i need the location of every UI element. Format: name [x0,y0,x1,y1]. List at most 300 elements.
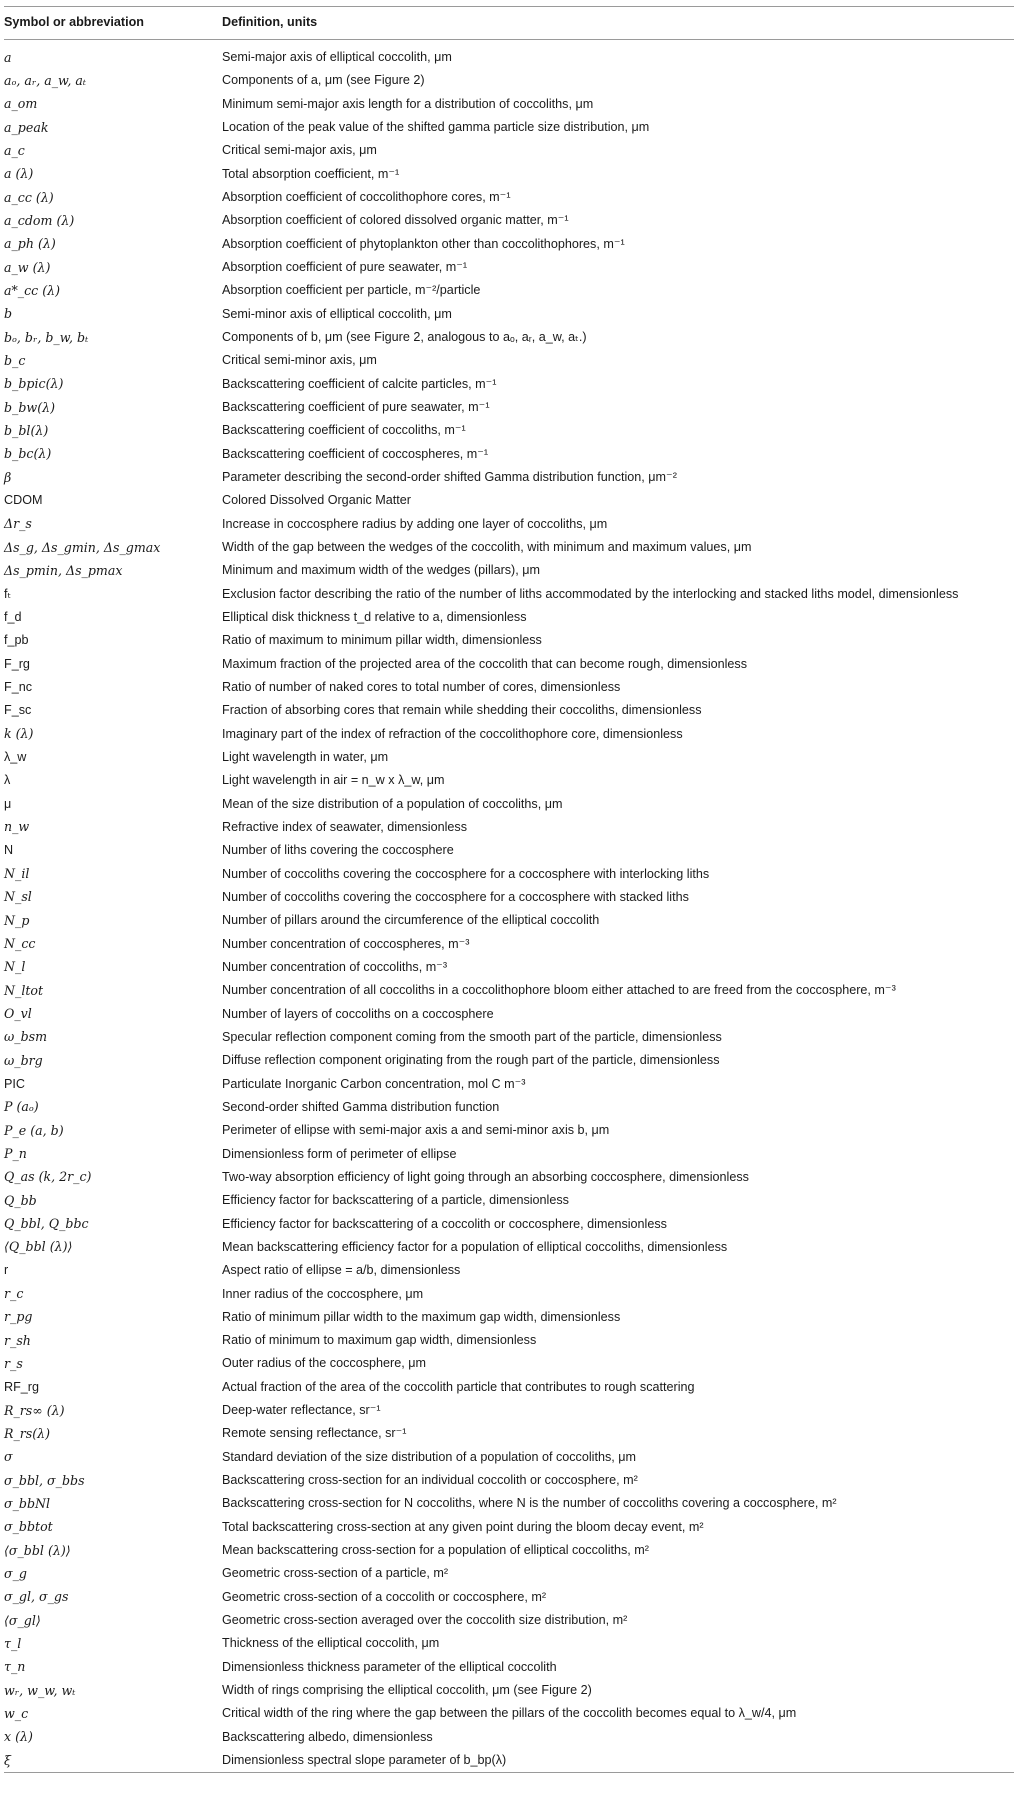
symbol-text: a_w (λ) [4,259,51,275]
symbol-text: a_ph (λ) [4,236,56,252]
symbol-text: τ_l [4,1635,22,1651]
symbol-text: P_e (a, b) [4,1122,64,1138]
table-row [4,1492,1014,1515]
table-row [4,1329,1014,1352]
definition-cell: Number of pillars around the circumference of the elliptical coccolith [222,913,600,928]
symbol-cell [4,1749,222,1773]
symbol-cell [4,1166,222,1189]
symbol-cell [4,303,222,326]
definition-cell: Number of coccoliths covering the coccosphere for a coccosphere with stacked liths [222,889,689,904]
symbol-cell [4,1656,222,1679]
table-row [4,909,1014,932]
symbol-cell [4,1679,222,1702]
symbol-cell [4,1142,222,1165]
symbol-cell [4,1492,222,1515]
symbol-cell [4,1352,222,1375]
definition-cell: Elliptical disk thickness t_d relative to a, dimensionless [222,609,527,624]
symbol-text: f_d [4,609,22,624]
definition-cell: Total absorption coefficient, m⁻¹ [222,166,400,181]
definition-cell: Backscattering coefficient of coccospheres, m⁻¹ [222,446,489,461]
symbol-cell [4,1049,222,1072]
symbol-text: F_nc [4,679,32,694]
definition-cell: Width of the gap between the wedges of the coccolith, with minimum and maximum values, μm [222,540,752,554]
definition-cell: Remote sensing reflectance, sr⁻¹ [222,1426,407,1441]
symbol-cell [4,1609,222,1632]
symbol-cell [4,839,222,862]
symbol-text: b_bpic(λ) [4,376,64,392]
definition-cell: Increase in coccosphere radius by adding one layer of coccoliths, μm [222,516,608,531]
table-row [4,40,1014,70]
definition-cell: Components of a, μm (see Figure 2) [222,73,425,88]
table-row [4,349,1014,372]
definition-cell: Backscattering albedo, dimensionless [222,1729,433,1744]
symbol-text: N_ltot [4,982,44,998]
symbol-cell [4,793,222,816]
table-row [4,932,1014,955]
symbol-text: r_s [4,1355,23,1371]
symbol-cell [4,139,222,162]
table-row [4,186,1014,209]
symbol-text: N_l [4,959,26,975]
symbol-text: β [4,469,12,485]
symbol-cell [4,186,222,209]
definition-cell: Mean of the size distribution of a population of coccoliths, μm [222,796,563,811]
table-row [4,979,1014,1002]
definition-cell: Aspect ratio of ellipse = a/b, dimensionless [222,1263,461,1278]
symbol-cell [4,1189,222,1212]
symbol-text: μ [4,796,12,811]
definition-cell: Diffuse reflection component originating from the rough part of the particle, dimensionless [222,1053,720,1068]
table-row [4,1516,1014,1539]
table-row [4,1119,1014,1142]
table-row [4,676,1014,699]
definition-cell: Number concentration of coccoliths, m⁻³ [222,959,448,974]
definition-cell: Backscattering coefficient of calcite particles, m⁻¹ [222,376,497,391]
definition-cell: Dimensionless spectral slope parameter of b_bp(λ) [222,1749,1014,1773]
table-row [4,1166,1014,1189]
symbol-text: Δr_s [4,516,32,532]
symbol-text: σ_g [4,1565,27,1581]
symbol-text: σ_bbl, σ_bbs [4,1472,85,1488]
symbol-cell [4,1329,222,1352]
header-symbol: Symbol or abbreviation [4,7,222,40]
table-row [4,396,1014,419]
table-row [4,886,1014,909]
table-row [4,1259,1014,1282]
symbol-text: σ_bbNl [4,1495,51,1511]
definition-cell: Minimum and maximum width of the wedges (pillars), μm [222,563,540,578]
definition-cell: Mean backscattering efficiency factor for a population of elliptical coccoliths, dimensionless [222,1239,728,1254]
definition-cell: Critical semi-major axis, μm [222,143,377,158]
symbol-text: Q_bb [4,1192,37,1208]
definition-cell: Critical semi-minor axis, μm [222,353,377,368]
table-row [4,233,1014,256]
symbol-cell [4,1422,222,1445]
table-row [4,1446,1014,1469]
definition-cell: Components of b, μm (see Figure 2, analogous to aₒ, aᵣ, a_w, aₜ.) [222,330,587,345]
table-row [4,536,1014,559]
symbol-text: a_peak [4,119,49,135]
definition-cell: Standard deviation of the size distribution of a population of coccoliths, μm [222,1449,636,1464]
symbol-text: R_rs∞ (λ) [4,1402,65,1418]
symbol-text: Q_bbl, Q_bbc [4,1216,89,1232]
symbol-text: Q_as (k, 2r_c) [4,1169,92,1185]
table-header-row [4,7,1014,40]
definition-cell: Number concentration of all coccoliths in a coccolithophore bloom either attached to are freed from the coccosphere, m⁻³ [222,983,896,998]
symbol-cell [4,606,222,629]
table-row [4,69,1014,92]
symbol-text: a*_cc (λ) [4,282,61,298]
symbol-text: RF_rg [4,1379,39,1394]
symbol-text: N [4,843,14,858]
table-row [4,1469,1014,1492]
definition-cell: Dimensionless thickness parameter of the elliptical coccolith [222,1659,557,1674]
symbol-cell [4,1026,222,1049]
definition-cell: Maximum fraction of the projected area of the coccolith that can become rough, dimensionless [222,656,748,671]
definition-cell: Specular reflection component coming from the smooth part of the particle, dimensionless [222,1029,722,1044]
symbol-text: bₒ, bᵣ, b_w, bₜ [4,329,89,345]
symbol-cell [4,653,222,676]
definition-cell: Exclusion factor describing the ratio of the number of liths accommodated by the interlocking and stacked liths model, dimensionless [222,586,959,601]
table-row [4,1306,1014,1329]
table-row [4,1049,1014,1072]
definition-cell: Backscattering cross-section for N coccoliths, where N is the number of coccoliths covering a coccosphere, m² [222,1496,837,1511]
symbol-text: r_sh [4,1332,31,1348]
definition-cell: Geometric cross-section of a coccolith or coccosphere, m² [222,1589,547,1604]
symbol-cell [4,886,222,909]
definition-cell: Mean backscattering cross-section for a population of elliptical coccoliths, m² [222,1543,649,1558]
symbol-text: k (λ) [4,726,34,742]
symbol-cell [4,932,222,955]
table-row [4,1422,1014,1445]
symbol-text: P_n [4,1146,27,1162]
symbol-text: f_pb [4,633,29,648]
symbol-text: σ_bbtot [4,1519,53,1535]
table-row [4,583,1014,606]
symbol-text: F_rg [4,656,30,671]
table-row [4,489,1014,512]
definition-cell: Efficiency factor for backscattering of a particle, dimensionless [222,1193,569,1208]
symbol-cell [4,1259,222,1282]
symbol-cell [4,1376,222,1399]
table-row [4,1072,1014,1095]
table-row [4,1749,1014,1773]
definition-cell: Geometric cross-section of a particle, m² [222,1566,449,1581]
header-definition: Definition, units [222,7,1014,40]
symbol-cell [4,1282,222,1305]
symbol-cell [4,1306,222,1329]
table-row [4,443,1014,466]
definition-cell: Backscattering cross-section for an individual coccolith or coccosphere, m² [222,1473,638,1488]
symbol-cell [4,1212,222,1235]
symbol-cell [4,699,222,722]
symbol-text: b [4,306,13,322]
table-row [4,1026,1014,1049]
definition-cell: Light wavelength in air = n_w x λ_w, μm [222,773,445,788]
symbol-cell [4,1726,222,1749]
table-row [4,793,1014,816]
symbol-text: P (aₒ) [4,1099,39,1115]
symbol-text: b_bl(λ) [4,422,49,438]
table-row [4,816,1014,839]
symbol-cell [4,956,222,979]
symbol-cell [4,466,222,489]
symbol-cell [4,723,222,746]
table-row [4,1399,1014,1422]
definition-cell: Inner radius of the coccosphere, μm [222,1286,424,1301]
definition-cell: Number of coccoliths covering the coccosphere for a coccosphere with interlocking liths [222,866,710,881]
symbol-text: R_rs(λ) [4,1425,51,1441]
definition-cell: Colored Dissolved Organic Matter [222,493,411,508]
table-row [4,769,1014,792]
symbol-text: ω_brg [4,1052,43,1068]
definition-cell: Geometric cross-section averaged over the coccolith size distribution, m² [222,1613,628,1628]
table-row [4,1702,1014,1725]
definition-cell: Thickness of the elliptical coccolith, μm [222,1636,440,1651]
table-row [4,559,1014,582]
symbol-text: b_c [4,352,26,368]
symbol-text: b_bw(λ) [4,399,56,415]
symbol-cell [4,1002,222,1025]
symbol-cell [4,513,222,536]
definition-cell: Semi-minor axis of elliptical coccolith, μm [222,306,452,321]
symbol-text: r_pg [4,1309,33,1325]
table-row [4,1679,1014,1702]
symbol-text: Δs_g, Δs_gmin, Δs_gmax [4,539,161,555]
symbol-text: b_bc(λ) [4,446,52,462]
table-row [4,699,1014,722]
definition-cell: Ratio of number of naked cores to total number of cores, dimensionless [222,679,621,694]
table-body [4,40,1014,1773]
table-row [4,1562,1014,1585]
definition-cell: Outer radius of the coccosphere, μm [222,1356,426,1371]
definition-cell: Refractive index of seawater, dimensionless [222,819,467,834]
table-row [4,1282,1014,1305]
symbol-cell [4,816,222,839]
symbol-text: N_sl [4,889,32,905]
symbol-text: λ_w [4,749,27,764]
symbol-text: ξ [4,1752,11,1768]
symbol-cell [4,1539,222,1562]
definition-cell: Location of the peak value of the shifted gamma particle size distribution, μm [222,120,650,135]
symbol-text: r [4,1263,9,1278]
definition-cell: Efficiency factor for backscattering of a coccolith or coccosphere, dimensionless [222,1216,667,1231]
symbol-text: O_vl [4,1006,32,1022]
definition-cell: Ratio of minimum pillar width to the maximum gap width, dimensionless [222,1309,621,1324]
symbol-cell [4,489,222,512]
table-row [4,839,1014,862]
symbol-cell [4,256,222,279]
table-row [4,209,1014,232]
symbol-cell [4,1516,222,1539]
table-row [4,513,1014,536]
definition-cell: Absorption coefficient of phytoplankton other than coccolithophores, m⁻¹ [222,236,625,251]
table-row [4,723,1014,746]
symbol-text: CDOM [4,493,43,508]
symbol-text: x (λ) [4,1729,33,1745]
symbol-cell [4,1632,222,1655]
definition-cell: Total backscattering cross-section at any given point during the bloom decay event, m² [222,1519,704,1534]
symbol-text: n_w [4,819,30,835]
symbol-text: wᵣ, w_w, wₜ [4,1682,76,1698]
symbol-cell [4,583,222,606]
symbol-text: σ_gl, σ_gs [4,1589,69,1605]
definition-cell: Perimeter of ellipse with semi-major axis a and semi-minor axis b, μm [222,1123,610,1138]
table-row [4,653,1014,676]
definition-cell: Dimensionless form of perimeter of ellipse [222,1146,457,1161]
symbol-text: w_c [4,1705,29,1721]
symbol-text: ⟨Q_bbl (λ)⟩ [4,1239,73,1255]
symbol-cell [4,909,222,932]
definition-cell: Absorption coefficient of coccolithophore cores, m⁻¹ [222,190,511,205]
table-row [4,862,1014,885]
table-row [4,606,1014,629]
symbol-text: σ [4,1449,13,1465]
symbol-cell [4,746,222,769]
table-row [4,1609,1014,1632]
symbol-text: a_cc (λ) [4,189,54,205]
table-row [4,1002,1014,1025]
symbol-text: a_c [4,142,25,158]
definition-cell: Fraction of absorbing cores that remain while shedding their coccoliths, dimensionless [222,703,702,718]
table-row [4,1586,1014,1609]
definition-cell: Critical width of the ring where the gap between the pillars of the coccolith becomes equal to λ_w/4, μm [222,1706,797,1721]
definition-cell: Width of rings comprising the elliptical coccolith, μm (see Figure 2) [222,1683,592,1698]
symbol-cell [4,676,222,699]
symbol-text: ⟨σ_gl⟩ [4,1612,41,1628]
symbol-text: a (λ) [4,166,34,182]
symbol-cell [4,69,222,92]
table-row [4,1726,1014,1749]
table-row [4,326,1014,349]
symbol-cell [4,1072,222,1095]
definition-cell: Backscattering coefficient of pure seawater, m⁻¹ [222,400,490,415]
definition-cell: Number concentration of coccospheres, m⁻³ [222,936,470,951]
symbol-text: τ_n [4,1659,26,1675]
table-row [4,256,1014,279]
symbol-cell [4,373,222,396]
symbol-cell [4,1469,222,1492]
symbol-text: ω_bsm [4,1029,48,1045]
symbol-cell [4,349,222,372]
symbol-cell [4,1096,222,1119]
definition-cell: Actual fraction of the area of the coccolith particle that contributes to rough scattering [222,1379,695,1394]
symbol-cell [4,629,222,652]
definition-cell: Ratio of minimum to maximum gap width, dimensionless [222,1333,537,1348]
table-row [4,1142,1014,1165]
symbol-cell [4,1702,222,1725]
table-row [4,163,1014,186]
symbol-cell [4,1236,222,1259]
symbol-cell [4,396,222,419]
symbol-cell [4,209,222,232]
symbol-cell [4,326,222,349]
table-row [4,303,1014,326]
definition-cell: Absorption coefficient of pure seawater, m⁻¹ [222,260,468,275]
symbol-text: ⟨σ_bbl (λ)⟩ [4,1542,71,1558]
definition-cell: Number of layers of coccoliths on a coccosphere [222,1006,494,1021]
symbol-cell [4,1119,222,1142]
table-row [4,116,1014,139]
symbol-cell [4,419,222,442]
symbol-text: a_cdom (λ) [4,212,75,228]
definition-cell: Imaginary part of the index of refraction of the coccolithophore core, dimensionless [222,726,683,741]
definition-cell: Deep-water reflectance, sr⁻¹ [222,1403,381,1418]
symbol-text: r_c [4,1286,24,1301]
symbol-cell [4,559,222,582]
symbol-cell [4,1446,222,1469]
symbol-cell [4,1562,222,1585]
symbols-table [4,6,1014,1773]
table-row [4,1212,1014,1235]
table-row [4,1189,1014,1212]
table-row [4,1656,1014,1679]
table-row [4,956,1014,979]
table-row [4,1376,1014,1399]
table-row [4,1352,1014,1375]
definition-cell: Light wavelength in water, μm [222,749,389,764]
definition-cell: Minimum semi-major axis length for a distribution of coccoliths, μm [222,96,594,111]
symbol-text: aₒ, aᵣ, a_w, aₜ [4,72,86,88]
definition-cell: Particulate Inorganic Carbon concentration, mol C m⁻³ [222,1076,526,1091]
symbol-cell [4,163,222,186]
table-row [4,373,1014,396]
symbol-text: N_cc [4,936,36,952]
table-row [4,1096,1014,1119]
table-row [4,1236,1014,1259]
symbol-text: F_sc [4,703,32,718]
symbol-cell [4,279,222,302]
definition-cell: Semi-major axis of elliptical coccolith, μm [222,50,452,65]
table-row [4,1539,1014,1562]
symbol-cell [4,769,222,792]
table-row [4,93,1014,116]
symbol-cell [4,233,222,256]
table-row [4,279,1014,302]
symbol-text: N_p [4,912,30,928]
definition-cell: Ratio of maximum to minimum pillar width, dimensionless [222,633,542,648]
symbol-text: λ [4,773,11,788]
definition-cell: Number of liths covering the coccosphere [222,843,454,858]
definition-cell: Second-order shifted Gamma distribution function [222,1099,500,1114]
symbol-cell [4,116,222,139]
symbol-cell [4,443,222,466]
table-row [4,629,1014,652]
symbol-text: a_om [4,96,38,112]
symbol-cell [4,1399,222,1422]
definition-cell: Backscattering coefficient of coccoliths, m⁻¹ [222,423,466,438]
symbol-cell [4,536,222,559]
symbol-cell [4,93,222,116]
symbol-text: PIC [4,1076,25,1091]
table-row [4,419,1014,442]
symbol-text: fₜ [4,586,12,601]
definition-cell: Absorption coefficient of colored dissolved organic matter, m⁻¹ [222,213,569,228]
symbol-cell [4,1586,222,1609]
table-row [4,466,1014,489]
symbol-text: N_il [4,866,30,882]
symbol-text: a [4,49,12,65]
table-row [4,746,1014,769]
table-row [4,1632,1014,1655]
definition-cell: Absorption coefficient per particle, m⁻²/particle [222,283,481,298]
definition-cell: Parameter describing the second-order shifted Gamma distribution function, μm⁻² [222,470,677,485]
symbol-cell [4,979,222,1002]
symbol-cell [4,40,222,70]
symbol-cell [4,862,222,885]
symbol-text: Δs_pmin, Δs_pmax [4,562,123,578]
definition-cell: Two-way absorption efficiency of light going through an absorbing coccosphere, dimensionless [222,1169,749,1184]
